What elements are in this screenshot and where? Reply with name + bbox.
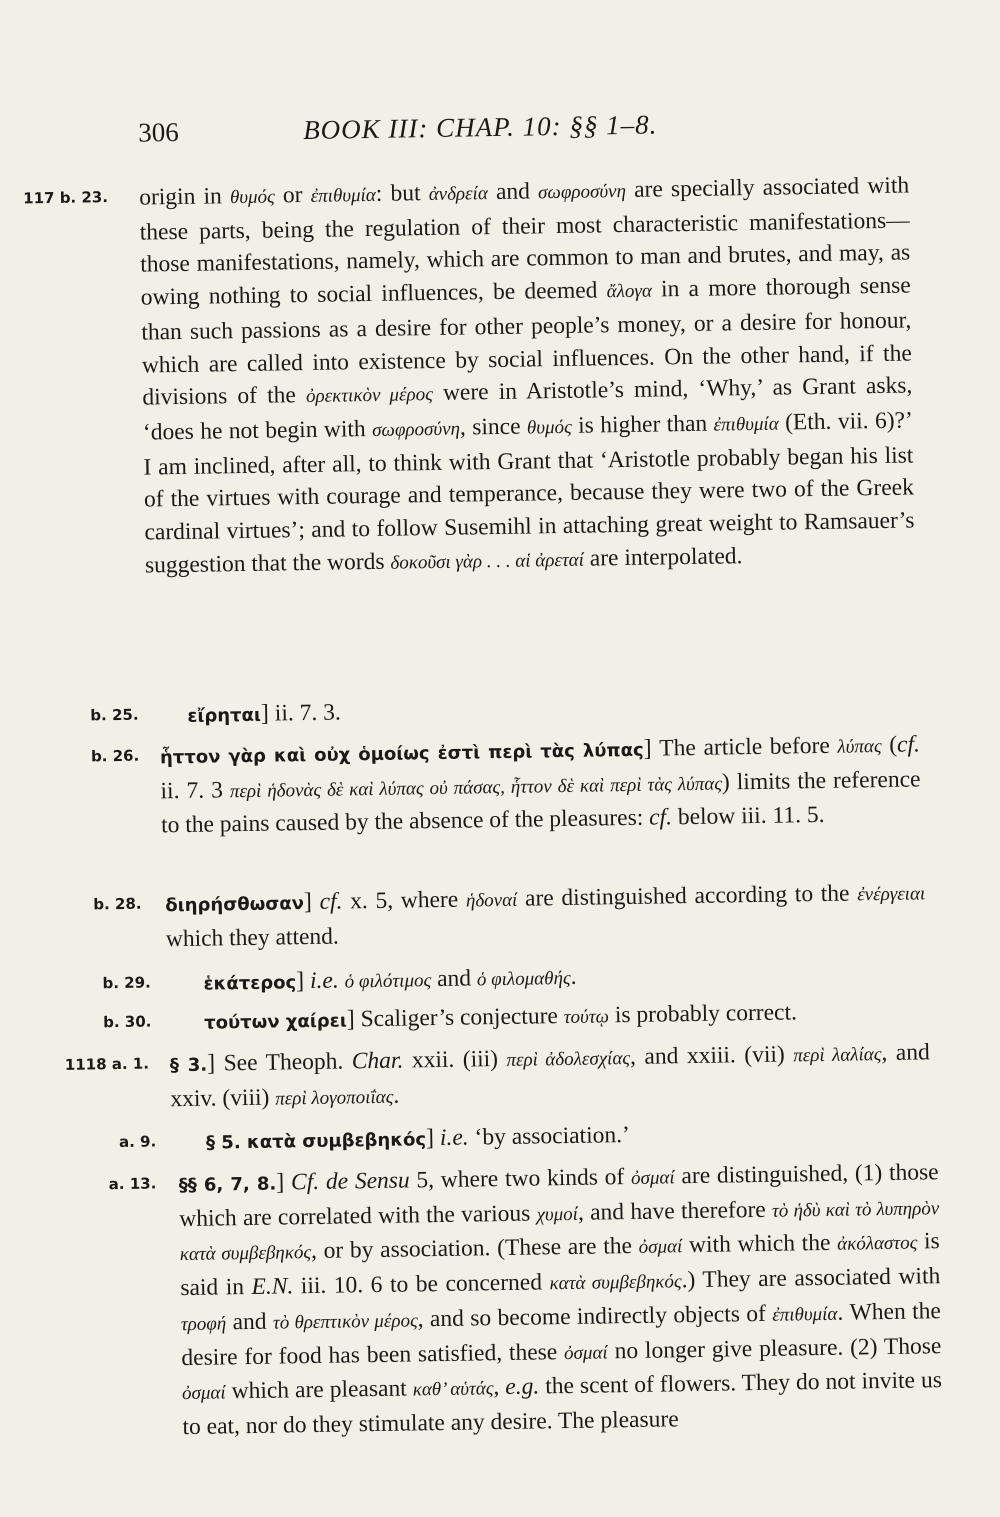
greek-term: ὁ φιλομαθής bbox=[476, 967, 571, 991]
lemma: ἧττον γὰρ καὶ οὐχ ὁμοίως ἐστὶ περὶ τὰς λύπας bbox=[159, 739, 644, 769]
greek-term: σωφροσύνη bbox=[371, 418, 461, 441]
text-run: is said in bbox=[180, 1228, 940, 1302]
note-text bbox=[170, 1036, 931, 1117]
greek-term: ἄλογα bbox=[606, 280, 653, 303]
text-run: with which the bbox=[682, 1230, 838, 1259]
text-run: ‘by association.’ bbox=[468, 1122, 631, 1151]
greek-term: ἡδοναί bbox=[465, 889, 518, 912]
lemma-bracket: ] bbox=[346, 1006, 355, 1033]
note-text bbox=[187, 687, 917, 733]
greek-term: ἐπιθυμία bbox=[772, 1303, 838, 1326]
text-run: (Eth. vii. 6)?’ I am inclined, after all, to think with Grant that ‘Aristotle probably began his list of the virtues with courage and temperance, because they were two of the Greek cardinal virtues’; and to follow Susemihl in attaching great weight to Ramsauer’s suggestion that the words bbox=[143, 407, 915, 579]
text-run: . bbox=[570, 963, 577, 990]
text-run: which are pleasant bbox=[225, 1375, 413, 1405]
greek-term: ὀσμαί bbox=[638, 1236, 683, 1259]
italic-run: cf. bbox=[896, 731, 921, 758]
lemma: § 5. κατὰ συμβεβηκός bbox=[205, 1129, 427, 1154]
lemma-bracket: ] bbox=[276, 1169, 285, 1196]
greek-term: καθ’ αὑτάς bbox=[412, 1378, 494, 1401]
greek-term: λύπας bbox=[837, 736, 882, 758]
line-reference: b. 25. bbox=[90, 705, 139, 725]
lemma: εἴρηται bbox=[187, 704, 262, 727]
text-run: , and xxiv. (viii) bbox=[170, 1039, 930, 1112]
note-text bbox=[178, 1156, 942, 1444]
lemma-bracket: ] bbox=[303, 888, 313, 916]
text-run: are distinguished, (1) those which are correlated with the various bbox=[179, 1159, 939, 1232]
text-run: is higher than bbox=[571, 410, 714, 439]
italic-run: Cf. de Sensu bbox=[290, 1167, 410, 1196]
note-entry bbox=[2, 875, 1000, 952]
text-run: , and so become indirectly objects of bbox=[417, 1300, 773, 1333]
note-entry bbox=[0, 168, 991, 579]
greek-term: περὶ ἡδονὰς δὲ καὶ λύπας οὐ πάσας, ἧττον δὲ καὶ περὶ τὰς λύπας bbox=[229, 773, 723, 802]
greek-term: θυμός bbox=[229, 186, 275, 209]
greek-term: περὶ ἀδολεσχίας bbox=[506, 1047, 631, 1071]
lemma-bracket: ] bbox=[206, 1050, 216, 1077]
greek-term: τροφή bbox=[180, 1313, 227, 1335]
line-reference: a. 13. bbox=[108, 1174, 157, 1194]
text-run: xxii. (iii) bbox=[403, 1045, 507, 1074]
lemma: διηρήσθωσαν bbox=[165, 893, 305, 917]
line-reference: b. 28. bbox=[93, 894, 142, 914]
greek-term: τὸ θρεπτικὸν μέρος bbox=[272, 1310, 418, 1334]
text-run: which they attend. bbox=[165, 923, 339, 952]
line-reference: b. 30. bbox=[103, 1012, 152, 1032]
text-run: The article before bbox=[651, 732, 838, 762]
running-header bbox=[138, 106, 909, 158]
lemma-bracket: ] bbox=[425, 1125, 435, 1152]
text-run: or bbox=[274, 181, 311, 209]
note-text bbox=[206, 1114, 926, 1160]
line-reference: b. 29. bbox=[102, 973, 151, 993]
italic-run: E.N. bbox=[251, 1273, 294, 1301]
note-text bbox=[203, 955, 923, 1001]
italic-run: i.e. bbox=[439, 1124, 469, 1151]
text-run: are interpolated. bbox=[583, 542, 743, 572]
text-run: , bbox=[493, 1374, 506, 1401]
greek-term: ἐνέργειαι bbox=[857, 883, 926, 906]
note-entry bbox=[6, 1155, 1000, 1440]
text-run: iii. 10. 6 to be concerned bbox=[293, 1269, 550, 1300]
running-title: BOOK III: CHAP. 10: §§ 1–8. bbox=[302, 109, 658, 146]
italic-run: cf. bbox=[648, 804, 673, 832]
greek-term: περὶ λογοποιΐας bbox=[275, 1086, 394, 1110]
text-run: and bbox=[431, 965, 478, 993]
text-run: x. 5, where bbox=[342, 886, 467, 915]
text-run: . When the desire for food has been satisfied, these bbox=[181, 1297, 942, 1371]
text-run: are distinguished according to the bbox=[517, 880, 858, 912]
text-run: , and have therefore bbox=[577, 1196, 773, 1226]
greek-term: ἐπιθυμία bbox=[310, 184, 377, 207]
text-run: . bbox=[393, 1082, 400, 1109]
lemma: ἑκάτερος bbox=[203, 972, 297, 995]
text-run: , since bbox=[459, 413, 528, 441]
greek-term: ἐπιθυμία bbox=[713, 413, 779, 436]
text-run: ) limits the reference to the pains caused by the absence of the pleasures: bbox=[160, 766, 921, 839]
greek-term: τὸ ἡδὺ καὶ τὸ λυπηρὸν κατὰ συμβεβηκός bbox=[179, 1197, 940, 1266]
greek-term: ὀρεκτικὸν μέρος bbox=[305, 384, 433, 408]
lemma-bracket: ] bbox=[260, 700, 270, 727]
text-run: in a more thorough sense than such passions as a desire for other people’s money, or a desire for honour, which are called into existence by social influences. On the other hand, if the divisions of the bbox=[141, 272, 912, 411]
greek-term: ὀσμαί bbox=[630, 1167, 675, 1189]
text-run: and bbox=[487, 178, 539, 206]
greek-term: ὀσμαί bbox=[563, 1341, 608, 1364]
greek-term: ἀνδρεία bbox=[428, 183, 489, 206]
italic-run: cf. bbox=[319, 888, 343, 915]
italic-run: i.e. bbox=[309, 967, 339, 995]
text-run: 5, where two kinds of bbox=[409, 1163, 632, 1194]
note-entry bbox=[5, 1035, 1000, 1112]
text-run: are specially associated with these parts, being the regulation of their most characteristic manifestations—those manifestations, namely, which are common to man and brutes, and may, as owing nothing to social influences, be deemed bbox=[139, 172, 911, 311]
greek-term: τούτῳ bbox=[563, 1006, 610, 1029]
lemma-bracket: ] bbox=[295, 968, 305, 995]
text-run: origin in bbox=[139, 183, 231, 211]
text-run: .) They are associated with bbox=[681, 1263, 941, 1294]
note-text bbox=[139, 170, 915, 584]
note-entry bbox=[6, 1113, 1000, 1154]
greek-term: δοκοῦσι γὰρ . . . αἱ ἀρεταί bbox=[390, 549, 585, 574]
text-run: ( bbox=[881, 731, 898, 759]
text-run: were in Aristotle’s mind, ‘Why,’ as Grant asks, ‘does he not begin with bbox=[142, 372, 913, 446]
text-run: no longer give pleasure. (2) Those bbox=[607, 1332, 942, 1364]
text-run: See Theoph. bbox=[214, 1048, 352, 1077]
greek-term: κατὰ συμβεβηκός bbox=[549, 1271, 682, 1295]
greek-term: ἀκόλαστος bbox=[837, 1232, 918, 1256]
note-entry bbox=[3, 954, 1000, 995]
note-entry bbox=[0, 727, 1000, 839]
greek-term: θυμός bbox=[526, 416, 572, 439]
greek-term: χυμοί bbox=[536, 1203, 579, 1226]
text-run: the scent of flowers. They do not invite us to eat, nor do they stimulate any desire. The pleasure bbox=[182, 1367, 943, 1440]
note-text bbox=[160, 728, 922, 842]
line-reference: b. 26. bbox=[90, 746, 140, 766]
text-run: : but bbox=[375, 180, 429, 207]
text-run: below iii. 11. 5. bbox=[671, 802, 825, 831]
lemma-bracket: ] bbox=[643, 735, 652, 762]
text-run: ii. 7. 3. bbox=[268, 699, 341, 727]
line-reference: 1118 a. 1. bbox=[64, 1054, 150, 1074]
page-number: 306 bbox=[137, 116, 179, 148]
note-entry bbox=[0, 686, 999, 727]
greek-term: περὶ λαλίας bbox=[793, 1044, 882, 1067]
text-run: is probably correct. bbox=[608, 999, 798, 1029]
text-run: ii. 7. 3 bbox=[160, 776, 231, 805]
text-run: , and xxiii. (vii) bbox=[629, 1041, 794, 1070]
text-run: Scaliger’s conjecture bbox=[354, 1003, 564, 1033]
lemma: §§ 6, 7, 8. bbox=[178, 1173, 277, 1197]
lemma: § 3. bbox=[169, 1054, 208, 1077]
note-text bbox=[204, 994, 924, 1040]
greek-term: ὀσμαί bbox=[181, 1382, 226, 1405]
text-run: , or by association. (These are the bbox=[310, 1233, 639, 1265]
note-text bbox=[165, 876, 926, 955]
italic-run: e.g. bbox=[505, 1373, 540, 1401]
line-reference: a. 9. bbox=[118, 1132, 157, 1152]
lemma: τούτων χαίρει bbox=[204, 1010, 347, 1034]
greek-term: σωφροσύνη bbox=[537, 180, 627, 204]
greek-term: ὁ φιλότιμος bbox=[344, 970, 432, 993]
italic-run: Char. bbox=[351, 1047, 404, 1075]
text-run: and bbox=[226, 1308, 274, 1336]
line-reference: 117 b. 23. bbox=[23, 188, 109, 208]
